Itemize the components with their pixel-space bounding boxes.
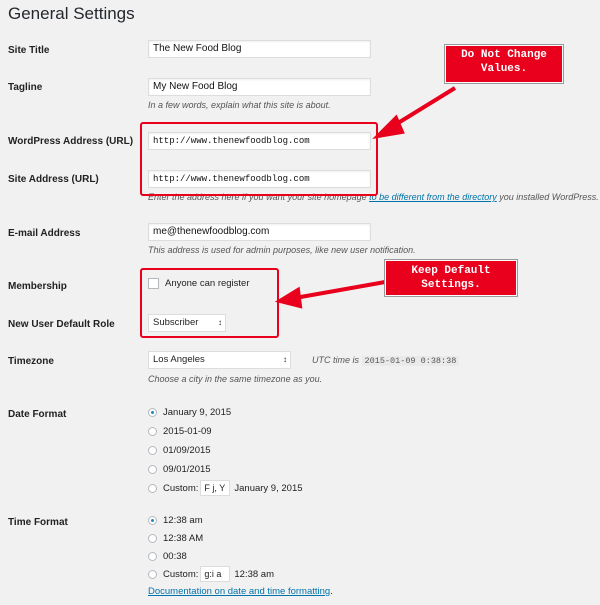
time-format-custom-preview: 12:38 am	[234, 568, 274, 580]
doc-link-suffix: .	[330, 586, 333, 597]
note-do-not-change	[445, 45, 563, 83]
arrow-line-defaults	[295, 282, 385, 298]
email-description: This address is used for admin purposes, like new user notification.	[148, 245, 416, 255]
membership-checkbox-label: Anyone can register	[165, 278, 250, 290]
site-address-label: Site Address (URL)	[8, 174, 99, 185]
note-line: Settings.	[421, 279, 481, 291]
site-address-desc-after: you installed WordPress.	[496, 192, 599, 202]
note-line: Values.	[480, 63, 528, 75]
timezone-value: Los Angeles	[153, 354, 205, 365]
site-address-input[interactable]: http://www.thenewfoodblog.com	[148, 170, 371, 188]
note-keep-default	[385, 260, 517, 296]
utc-value: 2015-01-09 0:38:38	[362, 356, 460, 366]
time-format-label: Time Format	[8, 517, 68, 528]
site-title-label: Site Title	[8, 45, 50, 56]
select-arrows-icon: ↕	[218, 318, 222, 327]
default-role-label: New User Default Role	[8, 319, 115, 330]
date-format-option-label: 2015-01-09	[163, 425, 212, 437]
page-title: General Settings	[8, 4, 135, 23]
tagline-input[interactable]: My New Food Blog	[148, 78, 371, 96]
note-line: Keep Default	[411, 265, 491, 277]
tagline-description: In a few words, explain what this site is about.	[148, 100, 331, 110]
wordpress-address-input[interactable]: http://www.thenewfoodblog.com	[148, 132, 371, 150]
utc-label: UTC time is	[312, 355, 359, 365]
site-title-input[interactable]: The New Food Blog	[148, 40, 371, 58]
select-arrows-icon: ↕	[283, 355, 287, 364]
arrow-head-urls	[378, 118, 402, 136]
time-format-option-label: 12:38 am	[163, 514, 203, 526]
time-format-option-label: 00:38	[163, 550, 187, 562]
site-address-desc-before: Enter the address here if you want your site homepage	[148, 192, 370, 202]
date-format-option-label: 09/01/2015	[163, 463, 211, 475]
date-format-custom-preview: January 9, 2015	[234, 482, 303, 494]
email-label: E-mail Address	[8, 228, 81, 239]
membership-label: Membership	[8, 281, 67, 292]
time-format-custom-input[interactable]: g:i a	[200, 566, 230, 582]
timezone-description: Choose a city in the same timezone as you.	[148, 374, 323, 384]
tagline-label: Tagline	[8, 82, 43, 93]
date-format-option-label: January 9, 2015	[163, 406, 232, 418]
timezone-label: Timezone	[8, 356, 54, 367]
date-time-doc-link[interactable]: Documentation on date and time formatting	[148, 586, 331, 597]
time-format-option-label: 12:38 AM	[163, 532, 204, 544]
directory-help-link[interactable]: to be different from the directory	[369, 192, 497, 202]
date-format-custom-input[interactable]: F j, Y	[200, 480, 230, 496]
date-format-option-label: 01/09/2015	[163, 444, 211, 456]
wordpress-address-label: WordPress Address (URL)	[8, 136, 134, 147]
date-format-label: Date Format	[8, 409, 67, 420]
default-role-value: Subscriber	[153, 317, 199, 328]
arrow-head-defaults	[280, 290, 300, 306]
date-format-custom-label: Custom:	[163, 482, 199, 494]
note-line: Do Not Change	[461, 49, 547, 61]
email-input[interactable]: me@thenewfoodblog.com	[148, 223, 371, 241]
time-format-custom-label: Custom:	[163, 568, 199, 580]
